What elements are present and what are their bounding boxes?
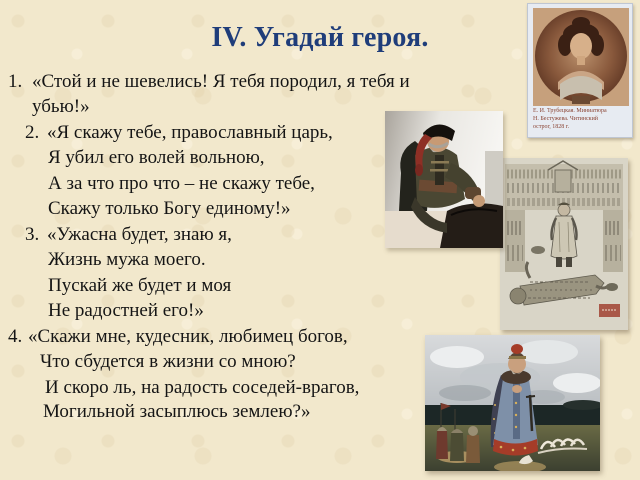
quote-number: 4. <box>8 326 23 347</box>
quote-line <box>25 122 333 144</box>
quote-text: «Ужасна будет, знаю я, <box>47 224 232 245</box>
quote-line: Что сбудется в жизни со мною? <box>40 351 296 372</box>
quote-line: Пускай же будет и моя <box>48 275 232 296</box>
kalashnikov-duel-etching <box>500 158 628 330</box>
quote-line: убью!» <box>32 96 90 117</box>
horse-mane <box>440 203 503 248</box>
slide-title: IV. Угадай героя. <box>211 22 429 53</box>
quote-number: 2. <box>25 122 40 143</box>
quote-number: 1. <box>8 71 23 92</box>
quote-line: Скажу только Богу единому!» <box>48 198 291 219</box>
oleg-scene <box>425 335 600 471</box>
fallen-hat <box>531 246 545 254</box>
portrait-miniature <box>533 8 629 106</box>
trubetskaya-portrait-image <box>527 3 633 138</box>
portrait-caption <box>533 107 628 131</box>
quote-line: Могильной засыплюсь землею?» <box>43 401 311 422</box>
quote-text: «Скажи мне, кудесник, любимец богов, <box>28 326 348 347</box>
caption-line: острог, 1828 г. <box>533 124 570 130</box>
caption-line: Е. И. Трубецкая. Миниатюра <box>533 108 607 114</box>
quote-line <box>25 224 232 246</box>
quote-text: «Я скажу тебе, православный царь, <box>47 122 333 143</box>
quote-line: Жизнь мужа моего. <box>48 249 206 270</box>
caption-line: Н. Бестужева. Читинский <box>533 116 599 122</box>
etching-scene <box>500 158 628 330</box>
quote-line: А за что про что – не скажу тебе, <box>48 173 315 194</box>
quote-line <box>8 71 410 93</box>
quote-text: «Стой и не шевелись! Я тебя породил, я тебя и <box>32 71 410 92</box>
red-stamp <box>599 304 620 317</box>
quote-line: Не радостней его!» <box>48 300 204 321</box>
quote-line: Я убил его волей вольною, <box>48 147 265 168</box>
quote-number: 3. <box>25 224 40 245</box>
oleg-painting-image <box>425 335 600 471</box>
taras-bulba-photo <box>385 111 503 248</box>
quote-line: И скоро ль, на радость соседей-врагов, <box>45 377 360 398</box>
quote-line <box>8 326 348 348</box>
bulba-scene <box>385 111 503 248</box>
